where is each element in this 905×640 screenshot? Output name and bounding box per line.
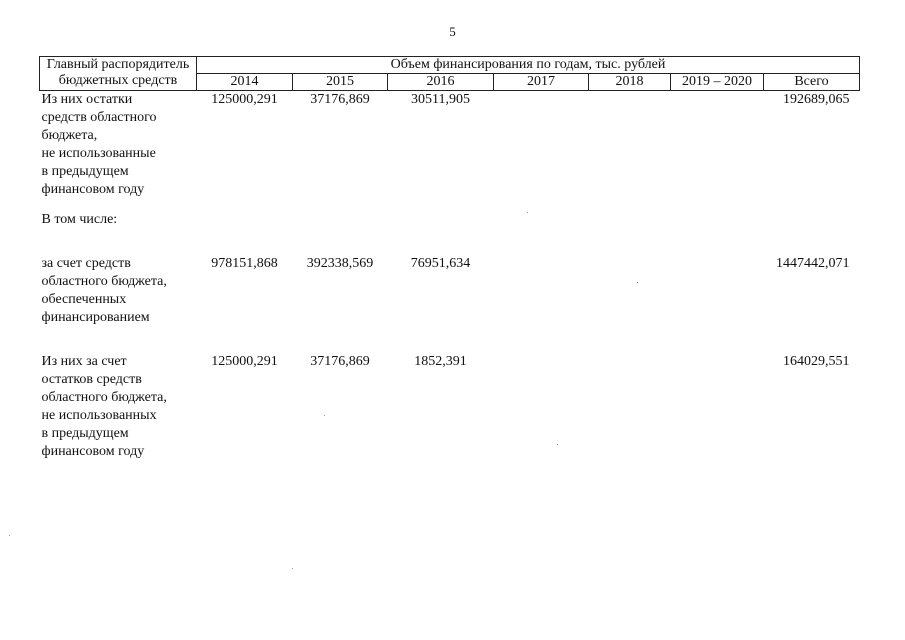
- row-label-line: за счет средств: [41, 256, 131, 271]
- header-year-2015: 2015: [293, 74, 388, 91]
- table-row: [40, 199, 860, 255]
- cell-2019-2020: [671, 91, 764, 200]
- header-funding-volume: Объем финансирования по годам, тыс. рублей: [197, 57, 860, 74]
- cell-total: 1447442,071: [776, 256, 850, 271]
- cell-2018: [589, 255, 671, 327]
- row-label: [40, 353, 197, 461]
- row-label-line: финансовом году: [41, 444, 145, 459]
- header-row-top: [40, 57, 860, 74]
- cell-2016: 76951,634: [410, 256, 471, 271]
- row-label-line: не использованные: [41, 146, 156, 161]
- row-label-line: финансовом году: [41, 182, 145, 197]
- cell-2015: 37176,869: [310, 354, 370, 369]
- row-label: [40, 91, 197, 200]
- spacer-cell: [589, 327, 671, 353]
- spacer-cell: [197, 327, 293, 353]
- cell-2017: [494, 199, 589, 255]
- cell-2017: [494, 255, 589, 327]
- cell-2017: [494, 353, 589, 461]
- table-row: [40, 255, 860, 327]
- cell-2019-2020: [671, 353, 764, 461]
- scan-speck: [637, 282, 638, 283]
- row-label-line: областного бюджета,: [41, 274, 167, 289]
- cell-2014: [197, 199, 293, 255]
- header-total: Всего: [764, 74, 860, 91]
- row-label-line: В том числе:: [41, 212, 118, 227]
- cell-2016: [388, 199, 494, 255]
- row-label-line: финансированием: [41, 310, 150, 325]
- cell-total: 164029,551: [783, 354, 850, 369]
- cell-2018: [589, 91, 671, 200]
- cell-2019-2020: [671, 255, 764, 327]
- row-label-line: остатков средств: [41, 372, 142, 387]
- cell-total: [764, 199, 860, 255]
- row-label-line: в предыдущем: [41, 426, 129, 441]
- cell-2018: [589, 353, 671, 461]
- cell-2014: 125000,291: [211, 354, 278, 369]
- table-row: [40, 91, 860, 200]
- cell-2019-2020: [671, 199, 764, 255]
- row-label-line: Из них остатки: [41, 92, 133, 107]
- row-spacer: [40, 327, 860, 353]
- spacer-cell: [388, 327, 494, 353]
- row-label-line: областного бюджета,: [41, 390, 167, 405]
- header-year-2016: 2016: [388, 74, 494, 91]
- row-label-line: Из них за счет: [41, 354, 127, 369]
- row-label-line: не использованных: [41, 408, 157, 423]
- cell-2017: [494, 91, 589, 200]
- row-label: [40, 255, 197, 327]
- header-main-spender: Главный распорядитель бюджетных средств: [40, 57, 197, 91]
- cell-2014: 125000,291: [211, 92, 278, 107]
- row-label-line: средств областного: [41, 110, 157, 125]
- row-label-line: в предыдущем: [41, 164, 129, 179]
- table-row: [40, 353, 860, 461]
- row-subheading: [40, 199, 197, 255]
- budget-table: [39, 56, 860, 461]
- scan-speck: [527, 212, 528, 213]
- cell-2015: [293, 199, 388, 255]
- scan-speck: [9, 535, 10, 536]
- row-label-line: бюджета,: [41, 128, 98, 143]
- row-label-line: обеспеченных: [41, 292, 127, 307]
- spacer-cell: [764, 327, 860, 353]
- scan-speck: [557, 444, 558, 445]
- spacer-cell: [40, 327, 197, 353]
- header-year-2018: 2018: [589, 74, 671, 91]
- cell-2015: 37176,869: [310, 92, 370, 107]
- cell-total: 192689,065: [783, 92, 850, 107]
- spacer-cell: [494, 327, 589, 353]
- cell-2018: [589, 199, 671, 255]
- header-year-2019-2020: 2019 – 2020: [671, 74, 764, 91]
- scan-speck: [324, 415, 325, 416]
- page-number: 5: [449, 24, 456, 39]
- cell-2016: 30511,905: [411, 92, 470, 107]
- header-year-2014: 2014: [197, 74, 293, 91]
- header-year-2017: 2017: [494, 74, 589, 91]
- spacer-cell: [671, 327, 764, 353]
- scan-speck: [292, 568, 293, 569]
- cell-2016: 1852,391: [414, 354, 467, 369]
- spacer-cell: [293, 327, 388, 353]
- cell-2014: 978151,868: [211, 256, 278, 271]
- cell-2015: 392338,569: [306, 256, 374, 271]
